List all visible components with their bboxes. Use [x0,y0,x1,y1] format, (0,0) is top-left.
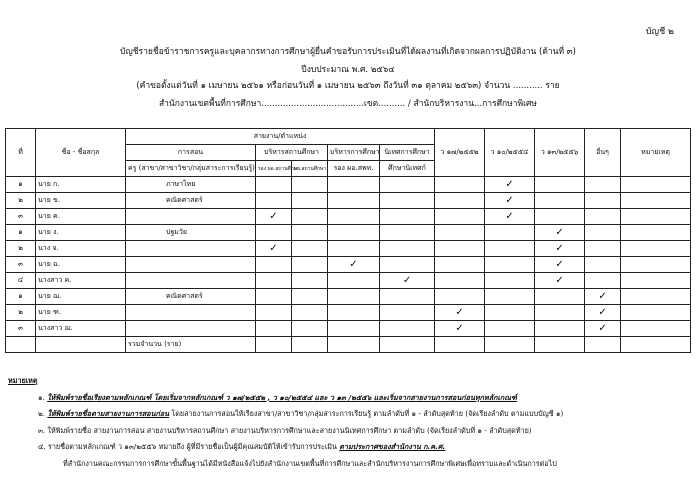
note-5: ที่สำนักงานคณะกรรมการการศึกษาขั้นพื้นฐานได้มีหนังสือแจ้งไปยังสำนักงานเขตพื้นที่การศึกษาและสำนักบริหารงานการศึกษาพิเศษเพื่อทราบและดำเนินการต่อไป [63,458,557,468]
note-3: ๓. ให้พิมพ์รายชื่อ สายงานการสอน สายงานบริหารสถานศึกษา สายงานบริหารการศึกษาและสายงานนิเทศการศึกษา ตามลำดับ (จัดเรียงลำดับที่ ๑ - ลำดับสุดท้าย) [38,425,532,435]
row-no: ๒ [6,241,36,257]
empty-cell [435,257,485,273]
empty-cell [256,177,292,193]
empty-cell [292,257,328,273]
header-other: อื่นๆ [585,129,621,177]
row-no: ๑ [6,289,36,305]
total-cell [256,337,292,353]
empty-cell [328,273,380,289]
row-no: ๑ [6,225,36,241]
check-mark: ✓ [328,257,380,273]
row-subject [126,305,256,321]
row-name: นางสาว ค. [36,273,126,289]
empty-cell [328,321,380,337]
check-mark: ✓ [485,193,535,209]
total-cell [435,337,485,353]
check-mark: ✓ [535,241,585,257]
note-4-emphasis: ตามประกาศของสำนักงาน ก.ค.ศ. [339,442,446,451]
candidates-table [5,128,691,353]
row-name: นาย ข. [36,193,126,209]
empty-cell [485,241,535,257]
row-no: ๒ [6,305,36,321]
empty-cell [621,177,691,193]
row-subject [126,241,256,257]
total-cell [328,337,380,353]
header-deputy-area: รอง ผอ.สพท. [328,161,380,177]
empty-cell [256,225,292,241]
total-cell [621,337,691,353]
empty-cell [585,273,621,289]
empty-cell [328,241,380,257]
empty-cell [621,241,691,257]
empty-cell [292,193,328,209]
empty-cell [380,289,435,305]
check-mark: ✓ [535,257,585,273]
header-teaching-sub: ครู (สาขา/สาขาวิชา/กลุ่มสาระการเรียนรู้) [126,161,256,177]
total-cell [585,337,621,353]
empty-cell [292,273,328,289]
notes-title: หมายเหตุ [8,376,38,385]
header-admin-edu: บริหารการศึกษา [328,145,380,161]
note-2-emphasis: ให้พิมพ์รายชื่อตามสายงานการสอนก่อน [47,409,170,418]
empty-cell [328,289,380,305]
header-supervisor: ศึกษานิเทศก์ [380,161,435,177]
row-subject [126,273,256,289]
row-name: นาย ค. [36,209,126,225]
note-2 [8,406,688,423]
note-2-text: โดยสายงานการสอนให้เรียงสาขา/สาขาวิชา/กลุ่มสาระการเรียนรู้ ตามลำดับที่ ๑ - ลำดับสุดท้าย (จัดเรียงลำดับ ตามแบบบัญชี ๑) [169,409,564,418]
empty-cell [256,321,292,337]
empty-cell [292,209,328,225]
table-row [6,289,691,305]
header-rule3: ว ๑๓/๒๕๕๖ [535,129,585,177]
empty-cell [256,257,292,273]
check-mark: ✓ [485,177,535,193]
total-label: รวมจำนวน (ราย) [126,337,256,353]
empty-cell [585,209,621,225]
row-name: นาย ก. [36,177,126,193]
empty-cell [380,225,435,241]
note-4-text: ๔. รายชื่อตามหลักเกณฑ์ ว ๑๓/๒๕๕๖ หมายถึง ผู้ที่มีรายชื่อเป็นผู้มีคุณสมบัติให้เข้ารับการประเมิน [38,442,340,451]
row-subject [126,209,256,225]
row-name: นาย ง. [36,225,126,241]
empty-cell [292,321,328,337]
title-line: บัญชีรายชื่อข้าราชการครูและบุคลากรทางการศึกษาผู้ยื่นคำขอรับการประเมินที่ได้ผลงานที่เกิดจากผลการปฏิบัติงาน (ด้านที่ ๓) [120,47,576,57]
header-no: ที่ [6,129,36,177]
empty-cell [380,305,435,321]
total-empty-cell [6,337,36,353]
total-cell [485,337,535,353]
note-1 [8,390,688,407]
date-range-line: (คำขอตั้งแต่วันที่ ๑ เมษายน ๒๕๖๑ หรือก่อนวันที่ ๑ เมษายน ๒๕๖๓ ถึงวันที่ ๓๑ ตุลาคม ๒๕๖๓) จำนวน ........... ราย [136,81,560,91]
empty-cell [292,305,328,321]
empty-cell [585,241,621,257]
header-admin-school: บริหารสถานศึกษา [256,145,328,161]
empty-cell [328,305,380,321]
empty-cell [380,193,435,209]
empty-cell [256,305,292,321]
empty-cell [435,225,485,241]
empty-cell [292,177,328,193]
total-cell [292,337,328,353]
empty-cell [621,193,691,209]
row-subject: คณิตศาสตร์ [126,289,256,305]
row-no: ๑ [6,177,36,193]
table-row [6,225,691,241]
empty-cell [292,289,328,305]
header-rule2: ว ๑๐/๒๕๕๔ [485,129,535,177]
row-subject: ภาษาไทย [126,177,256,193]
empty-cell [585,225,621,241]
header-deputy-director: รอง ผอ.สถานศึกษา [256,161,292,177]
table-row [6,257,691,273]
empty-cell [380,241,435,257]
total-cell [535,337,585,353]
note-2-number: ๒. [38,409,48,418]
empty-cell [621,273,691,289]
check-mark: ✓ [256,241,292,257]
empty-cell [585,177,621,193]
note-4 [8,439,688,456]
header-remark: หมายเหตุ [621,129,691,177]
empty-cell [292,225,328,241]
empty-cell [380,209,435,225]
row-name: นาง จ. [36,241,126,257]
note-1-text: ให้พิมพ์รายชื่อเรียงตามหลักเกณฑ์ โดยเริ่มจากหลักเกณฑ์ ว ๑๗/๒๕๕๒ , ว ๑๐/๒๕๕๔ และ ว ๑๓ /๒๕๕๖ และเริ่มจากสายงานการสอนก่อนทุกหลักเกณฑ์ [47,392,517,402]
empty-cell [621,225,691,241]
empty-cell [621,289,691,305]
empty-cell [621,321,691,337]
note-1-number: ๑. [38,392,48,402]
row-no: ๓ [6,257,36,273]
fiscal-year-line: ปีงบประมาณ พ.ศ. ๒๕๖๔ [301,65,395,75]
empty-cell [621,209,691,225]
empty-cell [535,321,585,337]
table-row [6,305,691,321]
table-row [6,241,691,257]
header-group: สายงาน/ตำแหน่ง [126,129,435,145]
table-row [6,193,691,209]
header-name: ชื่อ - ชื่อสกุล [36,129,126,177]
row-name: นางสาว ฌ. [36,321,126,337]
empty-cell [535,193,585,209]
notes-section [8,373,688,472]
office-line: สำนักงานเขตพื้นที่การศึกษา......................................เขต.......... / สำนักบริหารงาน...การศึกษาพิเศษ [158,99,538,109]
check-mark: ✓ [535,273,585,289]
check-mark: ✓ [435,321,485,337]
empty-cell [328,225,380,241]
table-row [6,273,691,289]
empty-cell [485,257,535,273]
row-name: นาย ฑ. [36,305,126,321]
empty-cell [435,177,485,193]
check-mark: ✓ [585,305,621,321]
check-mark: ✓ [535,225,585,241]
empty-cell [585,257,621,273]
empty-cell [535,177,585,193]
empty-cell [380,257,435,273]
row-subject [126,257,256,273]
empty-cell [585,193,621,209]
row-subject [126,321,256,337]
empty-cell [621,305,691,321]
empty-cell [485,225,535,241]
row-name: นาย ฌ. [36,289,126,305]
empty-cell [380,321,435,337]
table-row [6,177,691,193]
total-empty-cell [36,337,126,353]
empty-cell [535,209,585,225]
empty-cell [485,289,535,305]
row-no: ๒ [6,193,36,209]
empty-cell [435,209,485,225]
row-no: ๔ [6,273,36,289]
header-rule1: ว ๑๗/๒๕๕๒ [435,129,485,177]
header-director: ผอ.สถานศึกษา [292,161,328,177]
check-mark: ✓ [435,305,485,321]
empty-cell [485,273,535,289]
table-row [6,209,691,225]
empty-cell [292,241,328,257]
header-teaching: การสอน [126,145,256,161]
row-name: นาย ฉ. [36,257,126,273]
empty-cell [535,289,585,305]
empty-cell [621,257,691,273]
empty-cell [256,273,292,289]
empty-cell [328,193,380,209]
row-subject: คณิตศาสตร์ [126,193,256,209]
empty-cell [485,305,535,321]
table-row [6,321,691,337]
row-no: ๓ [6,209,36,225]
row-no: ๓ [6,321,36,337]
empty-cell [485,321,535,337]
empty-cell [256,193,292,209]
total-cell [380,337,435,353]
empty-cell [435,241,485,257]
page-label: บัญชี ๒ [645,27,674,37]
empty-cell [535,305,585,321]
empty-cell [328,177,380,193]
check-mark: ✓ [380,273,435,289]
empty-cell [380,177,435,193]
row-subject: ปฐมวัย [126,225,256,241]
empty-cell [435,193,485,209]
header-supervision: นิเทศการศึกษา [380,145,435,161]
check-mark: ✓ [585,321,621,337]
check-mark: ✓ [256,209,292,225]
check-mark: ✓ [485,209,535,225]
check-mark: ✓ [585,289,621,305]
empty-cell [328,209,380,225]
empty-cell [435,273,485,289]
empty-cell [256,289,292,305]
empty-cell [435,289,485,305]
